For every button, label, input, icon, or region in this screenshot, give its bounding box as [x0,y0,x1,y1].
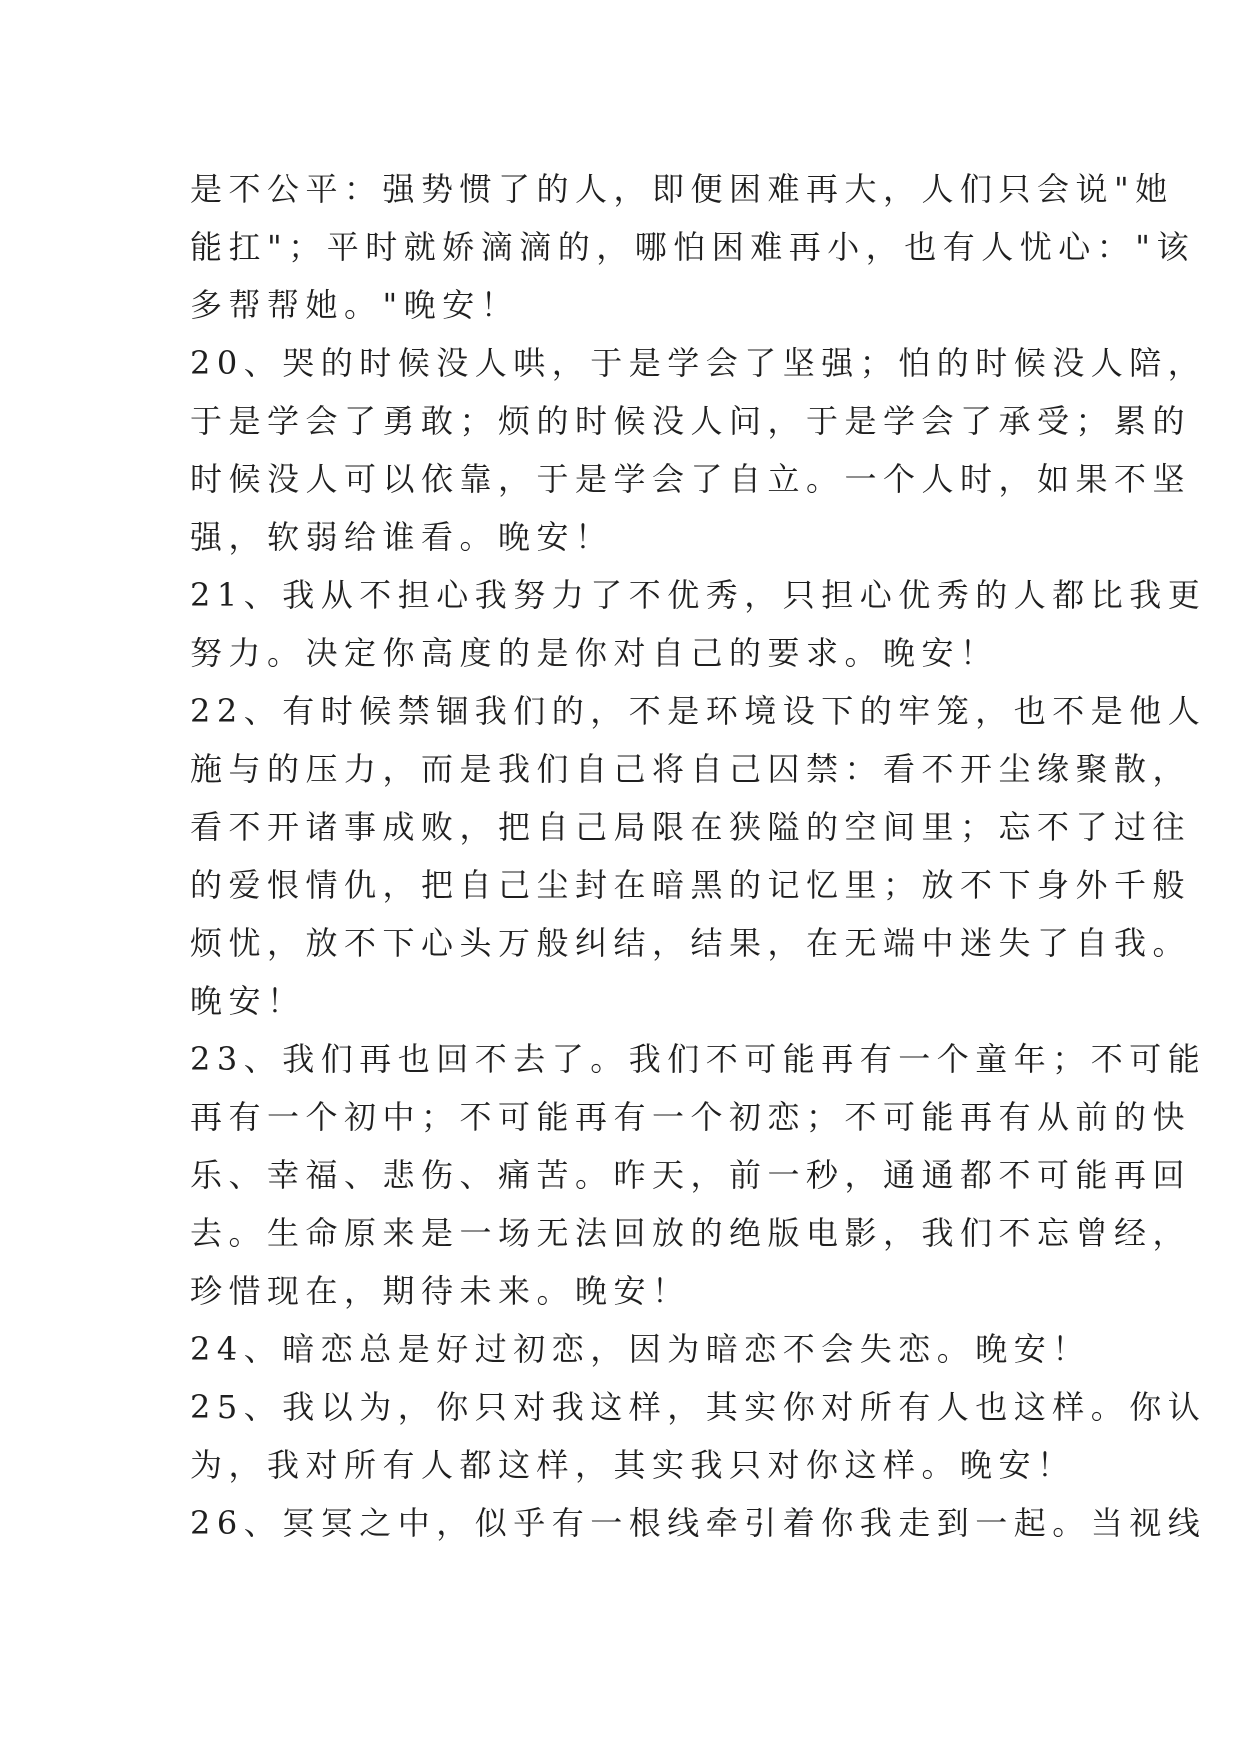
text-line: 看不开诸事成败，把自己局限在狭隘的空间里；忘不了过往 [190,808,1192,846]
text-line: 21、我从不担心我努力了不优秀，只担心优秀的人都比我更 [190,576,1207,614]
text-line: 25、我以为，你只对我这样，其实你对所有人也这样。你认 [190,1388,1207,1426]
text-line: 时候没人可以依靠，于是学会了自立。一个人时，如果不坚 [190,460,1192,498]
text-line: 多帮帮她。"晚安！ [190,286,520,324]
text-line: 去。生命原来是一场无法回放的绝版电影，我们不忘曾经， [190,1214,1192,1252]
text-line: 珍惜现在，期待未来。晚安！ [190,1272,691,1310]
text-line: 23、我们再也回不去了。我们不可能再有一个童年；不可能 [190,1040,1207,1078]
text-line: 于是学会了勇敢；烦的时候没人问，于是学会了承受；累的 [190,402,1192,440]
text-line: 20、哭的时候没人哄，于是学会了坚强；怕的时候没人陪， [190,344,1207,382]
text-line: 是不公平：强势惯了的人，即便困难再大，人们只会说"她 [190,170,1174,208]
text-line: 22、有时候禁锢我们的，不是环境设下的牢笼，也不是他人 [190,692,1207,730]
text-line: 能扛"；平时就娇滴滴的，哪怕困难再小，也有人忧心："该 [190,228,1195,266]
text-line: 施与的压力，而是我们自己将自己囚禁：看不开尘缘聚散， [190,750,1192,788]
text-line: 24、暗恋总是好过初恋，因为暗恋不会失恋。晚安！ [190,1330,1091,1368]
text-line: 努力。决定你高度的是你对自己的要求。晚安！ [190,634,999,672]
text-line: 烦忧，放不下心头万般纠结，结果，在无端中迷失了自我。 [190,924,1192,962]
text-line: 强，软弱给谁看。晚安！ [190,518,614,556]
document-body [190,160,1207,1552]
text-line: 晚安！ [190,982,306,1020]
text-line: 26、冥冥之中，似乎有一根线牵引着你我走到一起。当视线 [190,1504,1207,1542]
text-line: 乐、幸福、悲伤、痛苦。昨天，前一秒，通通都不可能再回 [190,1156,1192,1194]
text-line: 为，我对所有人都这样，其实我只对你这样。晚安！ [190,1446,1076,1484]
text-line: 的爱恨情仇，把自己尘封在暗黑的记忆里；放不下身外千般 [190,866,1192,904]
text-line: 再有一个初中；不可能再有一个初恋；不可能再有从前的快 [190,1098,1192,1136]
